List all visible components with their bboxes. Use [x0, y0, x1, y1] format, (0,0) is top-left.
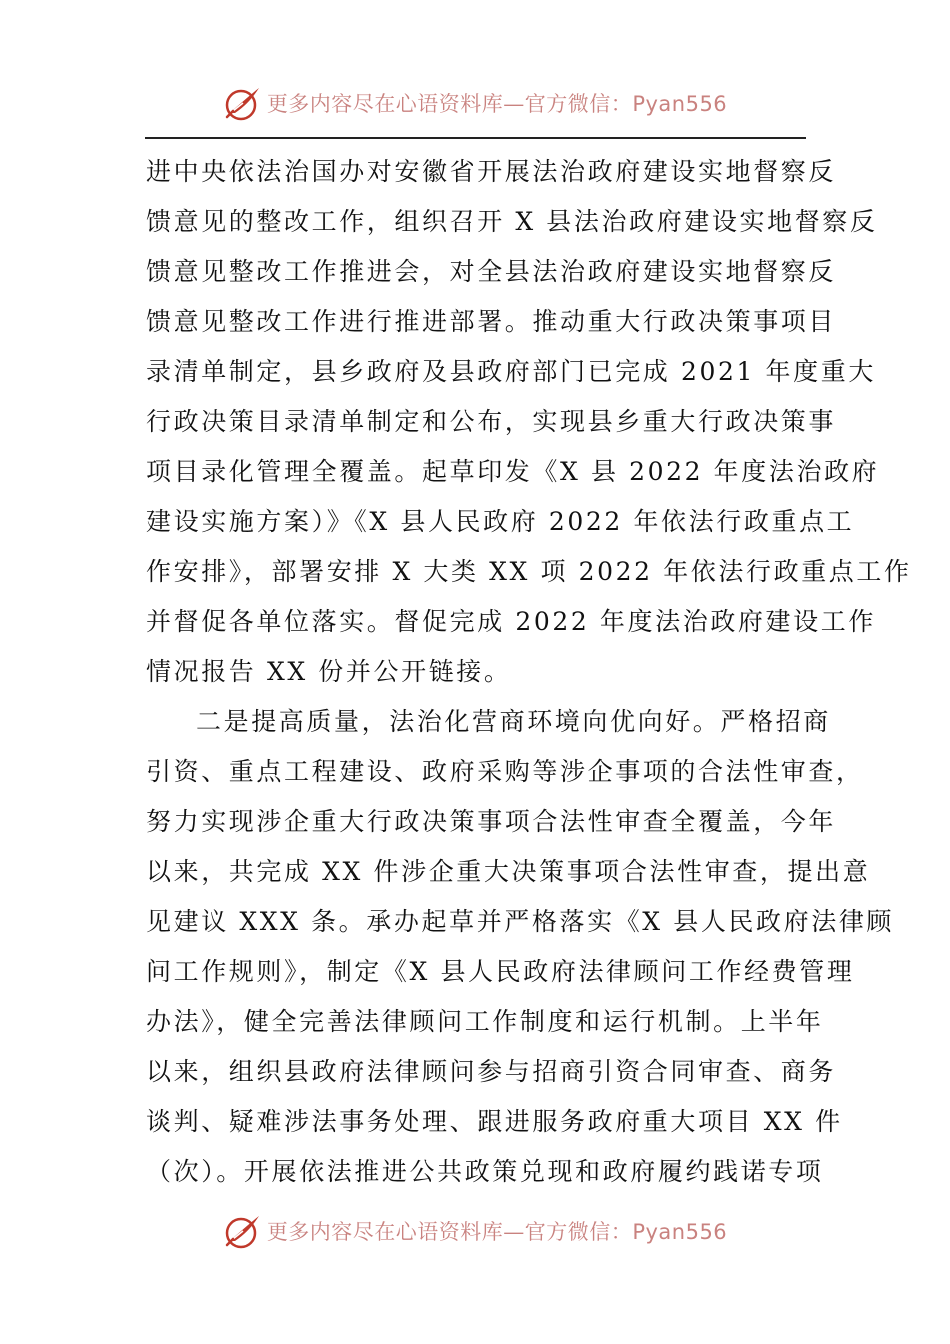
text-line: 引资、重点工程建设、政府采购等涉企事项的合法性审查，: [146, 757, 864, 786]
paragraph-start-line: 二是提高质量，法治化营商环境向优向好。严格招商: [196, 707, 831, 736]
text-line: 项目录化管理全覆盖。起草印发《X 县 2022 年度法治政府: [146, 457, 880, 486]
text-line: 以来，共完成 XX 件涉企重大决策事项合法性审查，提出意: [146, 857, 871, 886]
text-line: 办法》，健全完善法律顾问工作制度和运行机制。上半年: [146, 1007, 824, 1036]
text-line: 馈意见整改工作进行推进部署。推动重大行政决策事项目: [146, 307, 837, 336]
quill-logo-icon: [223, 1211, 263, 1251]
text-line: 作安排》，部署安排 X 大类 XX 项 2022 年依法行政重点工作: [146, 557, 912, 586]
text-line: 馈意见的整改工作，组织召开 X 县法治政府建设实地督察反: [146, 207, 878, 236]
text-line: 馈意见整改工作推进会，对全县法治政府建设实地督察反: [146, 257, 837, 286]
text-line: 进中央依法治国办对安徽省开展法治政府建设实地督察反: [146, 157, 837, 186]
text-line: 见建议 XXX 条。承办起草并严格落实《X 县人民政府法律顾: [146, 907, 895, 936]
text-line: 并督促各单位落实。督促完成 2022 年度法治政府建设工作: [146, 607, 876, 636]
text-line: 以来，组织县政府法律顾问参与招商引资合同审查、商务: [146, 1057, 837, 1086]
text-line: 努力实现涉企重大行政决策事项合法性审查全覆盖，今年: [146, 807, 837, 836]
text-line: 谈判、疑难涉法事务处理、跟进服务政府重大项目 XX 件: [146, 1107, 843, 1136]
document-body: [146, 147, 912, 1197]
header-divider: [145, 137, 806, 139]
text-line: 建设实施方案）》《X 县人民政府 2022 年依法行政重点工: [146, 507, 855, 536]
text-line: （次）。开展依法推进公共政策兑现和政府履约践诺专项: [146, 1157, 824, 1186]
footer-watermark: [0, 1208, 950, 1254]
header-watermark: [0, 80, 950, 126]
text-line: 问工作规则》，制定《X 县人民政府法律顾问工作经费管理: [146, 957, 855, 986]
quill-logo-icon: [223, 83, 263, 123]
footer-watermark-text: 更多内容尽在心语资料库—官方微信：Pyan556: [266, 1220, 728, 1244]
text-line: 录清单制定，县乡政府及县政府部门已完成 2021 年度重大: [146, 357, 876, 386]
text-line: 行政决策目录清单制定和公布，实现县乡重大行政决策事: [146, 407, 837, 436]
text-line: 情况报告 XX 份并公开链接。: [146, 657, 512, 686]
header-watermark-text: 更多内容尽在心语资料库—官方微信：Pyan556: [266, 92, 728, 116]
